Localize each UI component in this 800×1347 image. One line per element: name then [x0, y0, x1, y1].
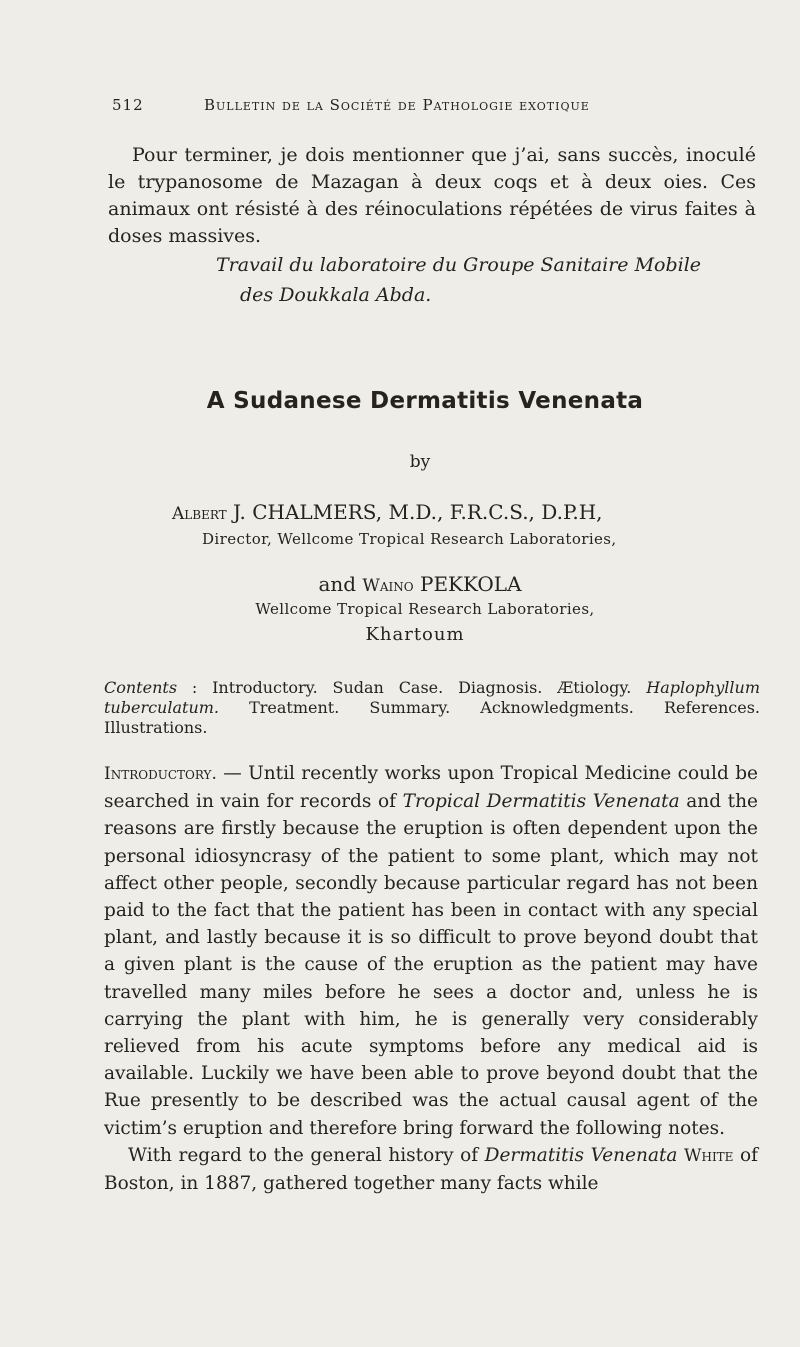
contents-list-part-2: Treatment. Summary. Acknowledgments. References. Illustrations.: [104, 698, 760, 737]
term-dermatitis-venenata: Dermatitis Venenata: [484, 1144, 678, 1166]
lab-credit: [216, 250, 756, 310]
author-2-affiliation: Wellcome Tropical Research Laboratories,: [255, 600, 595, 618]
author-white: White: [684, 1145, 734, 1166]
byline-by: by: [409, 452, 431, 472]
author-1-first-name: Albert: [172, 504, 227, 524]
contents-species: Haplophyllum tuberculatum.: [104, 678, 761, 717]
contents-label: Contents: [104, 678, 178, 697]
page-number: 512: [112, 96, 144, 114]
lab-credit-line-2: des Doukkala Abda.: [240, 284, 432, 306]
contents-list-part-1: Introductory. Sudan Case. Diagnosis. Ætiology.: [212, 678, 647, 697]
lab-credit-line-1: Travail du laboratoire du Groupe Sanitaire Mobile: [216, 254, 702, 276]
term-tropical-dermatitis-venenata: Tropical Dermatitis Venenata: [402, 791, 680, 813]
paragraph-history: With regard to the general history of Dermatitis Venenata White of Boston, in 1887, gathered together many facts while: [104, 1144, 758, 1195]
author-1-name-credentials: J. CHALMERS, M.D., F.R.C.S., D.P.H,: [226, 500, 603, 524]
author-1-affiliation: Director, Wellcome Tropical Research Laboratories,: [202, 530, 617, 548]
author-2-first-name: Waino: [362, 576, 414, 596]
article-title: A Sudanese Dermatitis Venenata: [206, 388, 644, 414]
section-lead-introductory: Introductory.: [104, 764, 217, 784]
author-2: [0, 572, 800, 596]
article-body: [104, 760, 758, 1197]
running-title: Bulletin de la Société de Pathologie exotique: [204, 96, 590, 114]
paragraph-introductory: Introductory. — Until recently works upon Tropical Medicine could be searched in vain for records of Tropical Dermatitis Venenata and the reasons are firstly because the eruption is often dependent upon the personal idiosyncrasy of the patient to some plant, which may not affect other people, secondly because particular regard has not been paid to the fact that the patient has been in contact with any special plant, and lastly because it is so difficult to prove beyond doubt that a given plant is the cause of the eruption as the patient may have travelled many miles before he sees a doctor and, unless he is carrying the plant with him, he is generally very considerably relieved from his acute symptoms before any medical aid is available. Luckily we have been able to prove beyond doubt that the Rue presently to be described was the actual causal agent of the victim’s eruption and therefore bring forward the following notes.: [104, 763, 758, 1139]
author-2-city: Khartoum: [365, 624, 465, 645]
author-2-surname: PEKKOLA: [413, 572, 522, 596]
author-2-and: and: [318, 572, 363, 596]
author-1: [172, 500, 603, 524]
previous-article-paragraph: Pour terminer, je dois mentionner que j’ai, sans succès, inoculé le trypanosome de Mazagan à deux coqs et à deux oies. Ces animaux ont résisté à des réinoculations répétées de virus faites à doses massives.: [108, 144, 756, 247]
article-contents: Contents : Introductory. Sudan Case. Diagnosis. Ætiology. Haplophyllum tuberculatum. Treatment. Summary. Acknowledgments. References. Illustrations.: [104, 678, 761, 737]
